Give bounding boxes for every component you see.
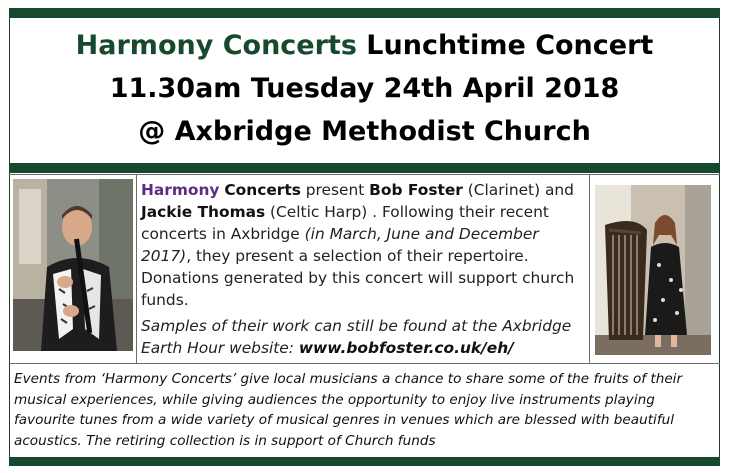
table-rule-top [9, 174, 720, 175]
middle-green-bar [9, 163, 720, 173]
brand-concerts: Concerts [224, 181, 301, 199]
instrument-clarinet: (Clarinet) and [462, 181, 574, 199]
performer-jackie-thomas: Jackie Thomas [141, 203, 266, 221]
title-line-2: 11.30am Tuesday 24th April 2018 [109, 73, 620, 104]
title-rest: Lunchtime Concert [356, 30, 654, 61]
harp-player-photo [595, 185, 711, 355]
clarinet-player-photo [13, 179, 133, 351]
clarinet-player-image [13, 179, 133, 351]
present-text: present [300, 181, 370, 199]
table-divider-right [589, 174, 590, 363]
bottom-green-bar [9, 457, 720, 466]
samples-paragraph [141, 315, 589, 359]
table-divider-left [136, 174, 137, 363]
table-rule-bottom [9, 363, 720, 364]
samples-text: Samples of their work can still be found at the Axbridge Earth Hour website: [141, 317, 572, 357]
brand-harmony: Harmony [141, 181, 220, 199]
description-rest: , they present a selection of their repertoire. Donations generated by this concert will support church funds. [141, 247, 575, 309]
harp-player-image [595, 185, 711, 355]
instrument-harp-text: (Celtic Harp) . Following their recent concerts in Axbridge [141, 203, 549, 243]
title-line-3: @ Axbridge Methodist Church [138, 116, 591, 147]
title-brand: Harmony Concerts [75, 30, 357, 61]
footer-paragraph: Events from ‘Harmony Concerts’ give local musicians a chance to share some of the fruits of their musical experiences, while giving audiences the opportunity to enjoy live instruments playing favourite tunes from a wide variety of musical genres in venues which are blessed with beautiful acoustics. The retiring collection is in support of Church funds [14, 371, 683, 449]
website-link[interactable]: www.bobfoster.co.uk/eh/ [298, 339, 514, 357]
concert-dates: (in March, June and December 2017) [141, 225, 539, 265]
title-line-1 [10, 24, 719, 67]
poster-title [10, 24, 719, 153]
description-paragraph [141, 179, 589, 311]
concert-description [141, 179, 589, 359]
top-green-bar [9, 8, 720, 18]
performer-bob-foster: Bob Foster [369, 181, 463, 199]
